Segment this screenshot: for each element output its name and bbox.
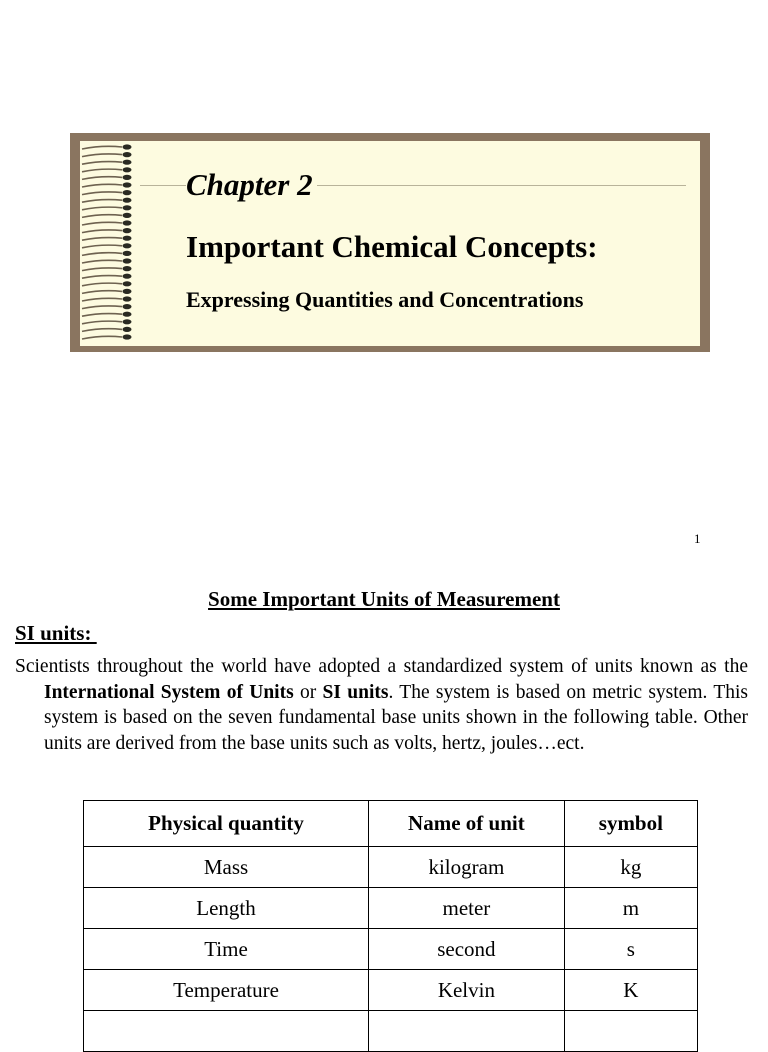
binding-ring <box>123 228 132 233</box>
binding-ring <box>123 266 132 271</box>
table-cell: K <box>564 970 697 1011</box>
table-cell: s <box>564 929 697 970</box>
table-cell: Time <box>84 929 369 970</box>
binding-wire <box>82 245 122 248</box>
si-units-table <box>83 800 698 1052</box>
binding-ring <box>123 258 132 263</box>
binding-wire <box>82 314 122 317</box>
binding-wire <box>82 177 122 180</box>
binding-wire <box>82 329 122 332</box>
binding-ring <box>123 152 132 157</box>
section-title: Some Important Units of Measurement <box>208 587 560 611</box>
table-cell: Length <box>84 888 369 929</box>
binding-wire <box>82 298 122 301</box>
binding-wire <box>82 283 122 286</box>
binding-ring <box>123 304 132 309</box>
chapter-subtitle: Expressing Quantities and Concentrations <box>186 287 584 312</box>
table-row <box>84 970 698 1011</box>
binding-wire <box>82 200 122 203</box>
binding-wire <box>82 184 122 187</box>
binding-ring <box>123 334 132 339</box>
table-cell: m <box>564 888 697 929</box>
table-header-row <box>84 801 698 847</box>
binding-wire <box>82 306 122 309</box>
binding-ring <box>123 289 132 294</box>
binding-wire <box>82 291 122 294</box>
binding-ring <box>123 182 132 187</box>
binding-ring <box>123 251 132 256</box>
notebook-page <box>80 141 700 346</box>
binding-ring <box>123 243 132 248</box>
si-units-heading: SI units: <box>15 621 97 645</box>
binding-ring <box>123 296 132 301</box>
paragraph-text-1: Scientists throughout the world have adopted a standardized system of units known as the <box>15 656 748 677</box>
binding-ring <box>123 274 132 279</box>
table-header-cell: Physical quantity <box>84 801 369 847</box>
binding-wire <box>82 276 122 279</box>
binding-ring <box>123 327 132 332</box>
binding-wire <box>82 154 122 157</box>
table-cell: Mass <box>84 847 369 888</box>
table-row <box>84 847 698 888</box>
binding-wire <box>82 169 122 172</box>
table-header-cell: symbol <box>564 801 697 847</box>
binding-ring <box>123 312 132 317</box>
binding-wire <box>82 321 122 324</box>
binding-wire <box>82 162 122 165</box>
binding-ring <box>123 319 132 324</box>
binding-ring <box>123 198 132 203</box>
binding-wire <box>82 336 122 339</box>
binding-wire <box>82 253 122 256</box>
binding-wire <box>82 192 122 195</box>
binding-ring <box>123 160 132 165</box>
binding-wire <box>82 207 122 210</box>
binding-wire <box>82 146 122 149</box>
table-row <box>84 929 698 970</box>
table-cell: meter <box>369 888 565 929</box>
si-units-paragraph <box>15 654 748 756</box>
notebook-frame <box>70 133 710 352</box>
paragraph-bold-2: SI units <box>322 681 389 703</box>
paragraph-text-3: . The system is based on metric system. This system is based on the seven fundamental base units shown in the following table. Other units are derived from the base units such as volts, hertz, joules…ect. <box>44 681 748 754</box>
binding-ring <box>123 144 132 149</box>
chapter-title: Important Chemical Concepts: <box>186 229 598 264</box>
table-row <box>84 888 698 929</box>
binding-ring <box>123 220 132 225</box>
table-header-cell: Name of unit <box>369 801 565 847</box>
binding-ring <box>123 175 132 180</box>
table-cell: kilogram <box>369 847 565 888</box>
binding-wire <box>82 238 122 241</box>
binding-wire <box>82 260 122 263</box>
binding-wire <box>82 222 122 225</box>
table-cell: second <box>369 929 565 970</box>
table-cell <box>564 1011 697 1052</box>
binding-ring <box>123 167 132 172</box>
binding-ring <box>123 236 132 241</box>
spiral-binding-icon <box>80 141 146 346</box>
page-number: 1 <box>694 531 701 546</box>
binding-wire <box>82 215 122 218</box>
table-cell: Kelvin <box>369 970 565 1011</box>
table-cell: Temperature <box>84 970 369 1011</box>
table-row <box>84 1011 698 1052</box>
binding-wire <box>82 230 122 233</box>
binding-wire <box>82 268 122 271</box>
table-cell <box>84 1011 369 1052</box>
paragraph-bold-1: International System of Units <box>44 681 294 703</box>
table-cell: kg <box>564 847 697 888</box>
paragraph-text-2: or <box>293 681 323 703</box>
table-cell <box>369 1011 565 1052</box>
binding-ring <box>123 190 132 195</box>
binding-ring <box>123 213 132 218</box>
binding-ring <box>123 205 132 210</box>
binding-ring <box>123 281 132 286</box>
chapter-label: Chapter 2 <box>186 169 317 200</box>
